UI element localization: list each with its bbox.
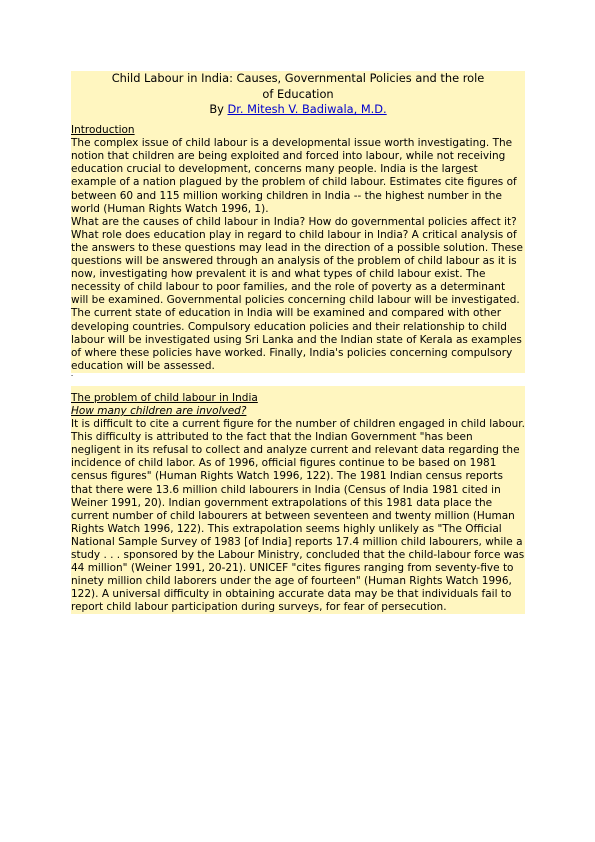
- section-heading: Introduction: [71, 124, 135, 137]
- title-block: [71, 71, 525, 118]
- by-prefix: By: [209, 102, 224, 117]
- paragraph: It is difficult to cite a current figure for the number of children engaged in child labour. This difficulty is attributed to the fact that the Indian Government "has been negligent in its refusal to collect and analyze current and relevant data regarding the incidence of child labor. As of 1996, official figures continue to be based on 1981 census figures" (Human Rights Watch 1996, 122). The 1981 Indian census reports that there were 13.6 million child labourers in India (Census of India 1981 cited in Weiner 1991, 20). Indian government extrapolations of this 1981 data place the current number of child labourers at between seventeen and twenty million (Human Rights Watch 1996, 122). This extrapolation seems highly unlikely as "The Official National Sample Survey of 1983 [of India] reports 17.4 million child labourers, while a study . . . sponsored by the Labour Ministry, concluded that the child-labour force was 44 million" (Weiner 1991, 20-21). UNICEF "cites figures ranging from seventy-five to ninety million child laborers under the age of fourteen" (Human Rights Watch 1996, 122). A universal difficulty in obtaining accurate data may be that individuals fail to report child labour participation during surveys, for fear of persecution.: [71, 418, 525, 614]
- title-line-2: [71, 87, 525, 103]
- paragraph: What are the causes of child labour in India? How do governmental policies affect it? What role does education play in regard to child labour in India? A critical analysis of the answers to these questions may lead in the direction of a possible solution. These questions will be answered through an analysis of the problem of child labour as it is now, investigating how prevalent it is and what types of child labour exist. The necessity of child labour to poor families, and the role of poverty as a determinant will be examined. Governmental policies concerning child labour will be investigated. The current state of education in India will be examined and compared with other developing countries. Compulsory education policies and their relationship to child labour will be investigated using Sri Lanka and the Indian state of Kerala as examples of where these policies have worked. Finally, India's policies concerning compulsory education will be assessed.: [71, 215, 523, 372]
- subheading: How many children are involved?: [71, 404, 247, 417]
- title-line-1: Child Labour in India: Causes, Governmental Policies and the role: [111, 71, 485, 85]
- byline: [71, 102, 525, 118]
- section-problem: [71, 386, 525, 615]
- paragraph: The complex issue of child labour is a developmental issue worth investigating. The notion that children are being exploited and forced into labour, while not receiving education crucial to development, concerns many people. India is the largest example of a nation plagued by the problem of child labour. Estimates cite figures of between 60 and 115 million working children in India -- the highest number in the world (Human Rights Watch 1996, 1).: [71, 137, 517, 215]
- section-introduction: [71, 118, 525, 373]
- author-link[interactable]: Dr. Mitesh V. Badiwala, M.D.: [227, 102, 387, 117]
- separator-mark: -: [71, 371, 74, 379]
- title-line-2-text: of Education: [262, 86, 334, 101]
- document-page: [71, 71, 525, 614]
- section-gap: [71, 373, 525, 386]
- section-heading: The problem of child labour in India: [71, 391, 258, 404]
